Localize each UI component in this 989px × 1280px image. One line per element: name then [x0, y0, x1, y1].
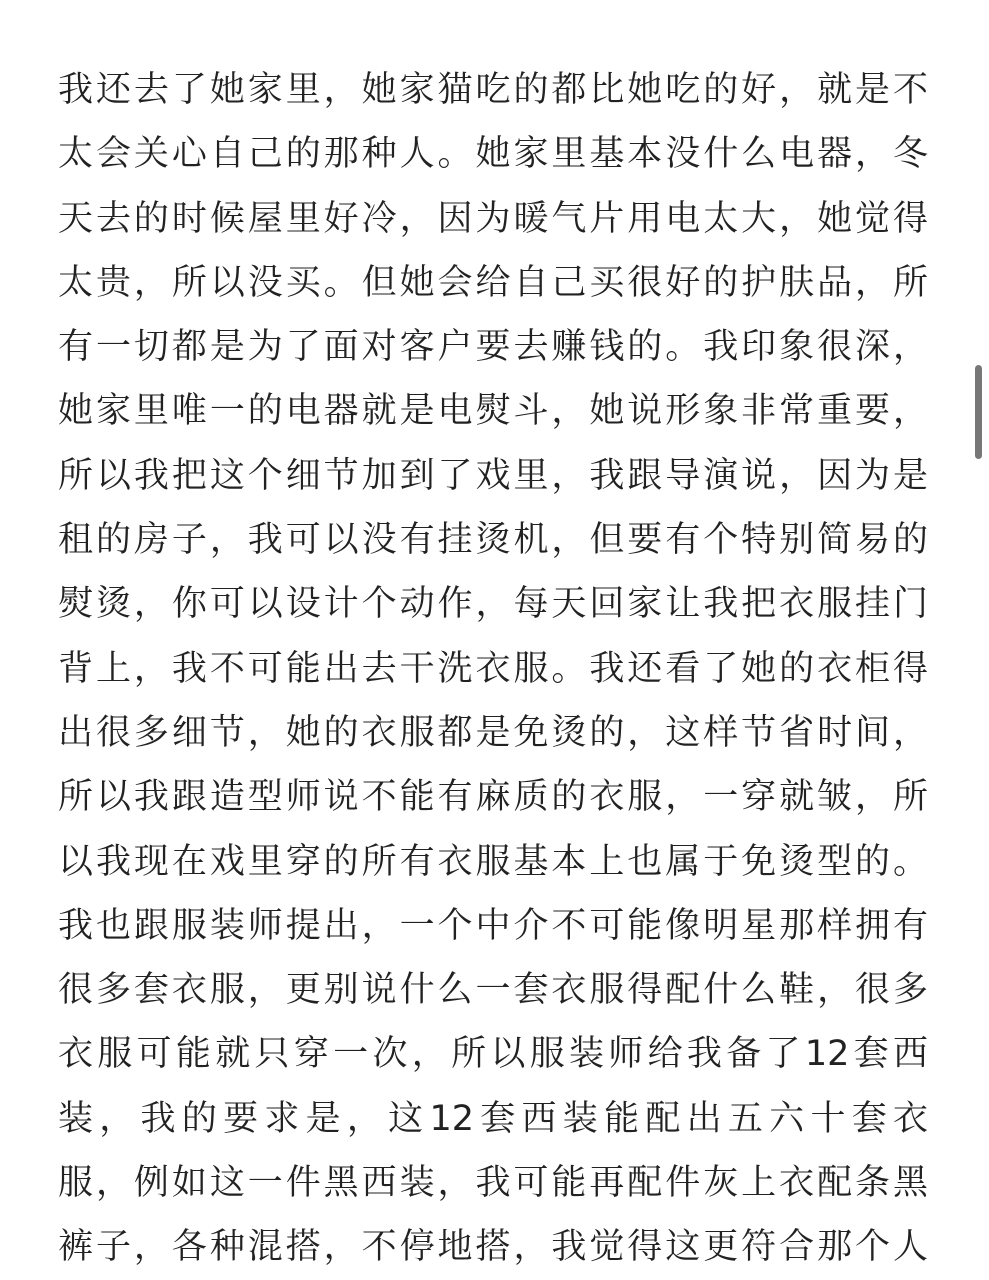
- article-text: [58, 58, 928, 1280]
- text-line: 所以我跟造型师说不能有麻质的衣服，一穿就皱，所: [58, 777, 928, 818]
- text-line: 太贵，所以没买。但她会给自己买很好的护肤品，所: [58, 262, 928, 303]
- text-line: 很多套衣服，更别说什么一套衣服得配什么鞋，很多: [58, 970, 928, 1011]
- text-line: 她家里唯一的电器就是电熨斗，她说形象非常重要，: [58, 391, 928, 432]
- text-line: 背上，我不可能出去干洗衣服。我还看了她的衣柜得: [58, 648, 928, 689]
- text-line: 租的房子，我可以没有挂烫机，但要有个特别简易的: [58, 520, 928, 561]
- text-line: 以我现在戏里穿的所有衣服基本上也属于免烫型的。: [58, 841, 928, 882]
- text-line: 出很多细节，她的衣服都是免烫的，这样节省时间，: [58, 712, 928, 753]
- text-line: 天去的时候屋里好冷，因为暖气片用电太大，她觉得: [58, 198, 928, 239]
- text-line: 衣服可能就只穿一次，所以服装师给我备了12套西: [58, 1034, 928, 1075]
- text-line: 我还去了她家里，她家猫吃的都比她吃的好，就是不: [58, 70, 928, 110]
- text-line: 裤子，各种混搭，不停地搭，我觉得这更符合那个人: [58, 1227, 928, 1268]
- text-line: 服，例如这一件黑西装，我可能再配件灰上衣配条黑: [58, 1163, 928, 1204]
- text-line: 有一切都是为了面对客户要去赚钱的。我印象很深，: [58, 327, 928, 368]
- text-line: 装，我的要求是，这12套西装能配出五六十套衣: [58, 1098, 928, 1139]
- text-line: 我也跟服装师提出，一个中介不可能像明星那样拥有: [58, 905, 928, 946]
- text-line: 熨烫，你可以设计个动作，每天回家让我把衣服挂门: [58, 584, 928, 625]
- text-line: 所以我把这个细节加到了戏里，我跟导演说，因为是: [58, 455, 928, 496]
- text-line: 太会关心自己的那种人。她家里基本没什么电器，冬: [58, 134, 928, 175]
- scrollbar[interactable]: [975, 365, 982, 459]
